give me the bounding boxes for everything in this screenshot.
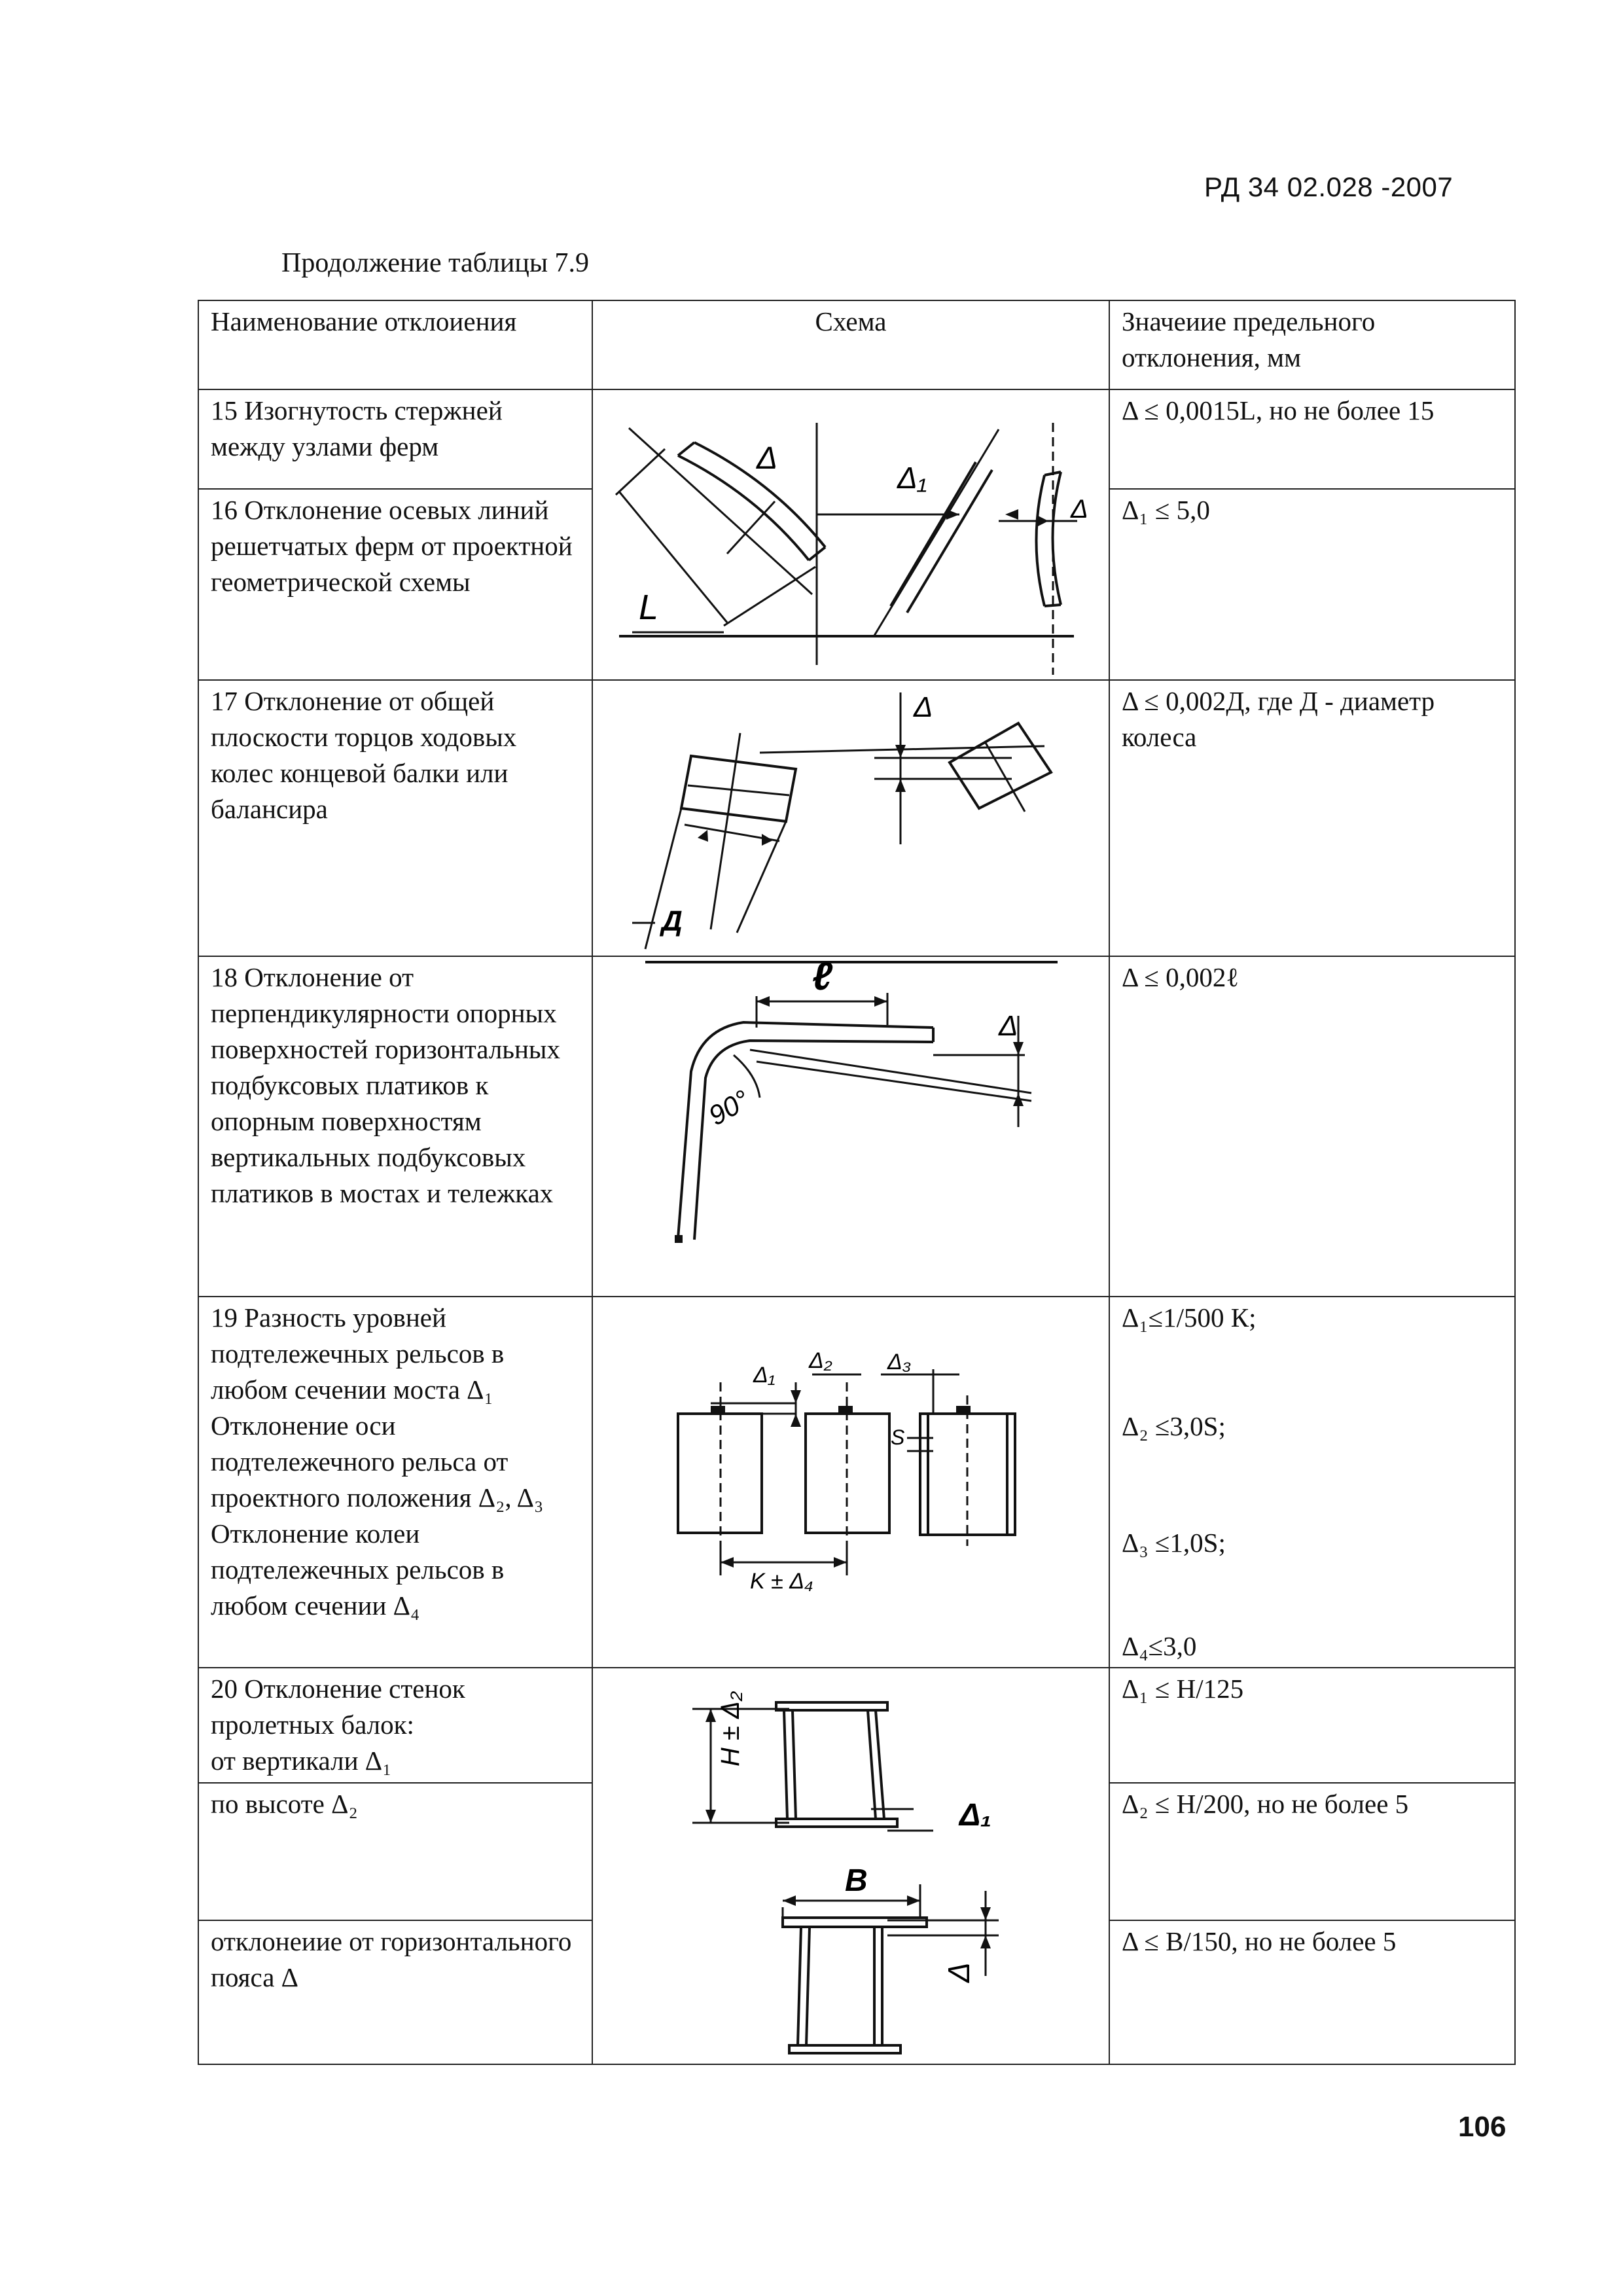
row-19-name-part2: Отклонение оси подтележечного рельса от проектного положения Δ₂, Δ₃: [211, 1410, 544, 1513]
row-19-value-3: Δ₃ ≤1,0S;: [1122, 1528, 1226, 1558]
label-delta-18: Δ: [999, 1010, 1018, 1042]
label-delta-20: Δ: [942, 1962, 976, 1982]
truss-deviation-figure: [593, 390, 1110, 681]
wheel-end-plane-figure: [593, 681, 1110, 957]
page-number: 106: [1458, 2111, 1507, 2143]
row-15-name: 15 Изогнутость стержней между узлами ферм: [198, 389, 592, 489]
row-18-value: Δ ≤ 0,002ℓ: [1109, 956, 1515, 1297]
row-20b-value: Δ₂ ≤ H/200, но не более 5: [1109, 1783, 1515, 1920]
label-s-19: S: [891, 1426, 905, 1449]
scheme-17: [592, 680, 1109, 956]
label-delta3-19: Δ₃: [887, 1350, 912, 1374]
perpendicularity-figure: [593, 957, 1110, 1297]
scheme-18: [592, 956, 1109, 1297]
row-20c-name: отклонеиие от горизонтального пояса Δ: [198, 1920, 592, 2064]
label-delta-17: Δ: [914, 691, 933, 723]
document-code: РД 34 02.028 -2007: [1204, 171, 1454, 202]
table-header-row: [198, 300, 1515, 389]
deviation-table: [198, 300, 1516, 2065]
scheme-15-16: [592, 389, 1109, 680]
col-header-value: Значеиие предельного отклонения, мм: [1109, 300, 1515, 389]
label-h-20: H ± Δ₂: [716, 1691, 745, 1767]
label-l-18: ℓ: [812, 957, 832, 998]
row-16-value: Δ₁ ≤ 5,0: [1109, 489, 1515, 680]
table-caption: Продолжение таблицы 7.9: [281, 248, 590, 278]
row-17-value: Δ ≤ 0,002Д, где Д - диаметр колеса: [1109, 680, 1515, 956]
row-19-value-2: Δ₂ ≤3,0S;: [1122, 1411, 1226, 1441]
row-20a-value: Δ₁ ≤ H/125: [1109, 1668, 1515, 1783]
label-delta1-16: Δ₁: [897, 461, 927, 495]
row-20a-name-line2: от вертикали Δ₁: [211, 1746, 392, 1776]
table-row: [198, 1668, 1515, 1783]
scheme-19: [592, 1297, 1109, 1668]
label-delta1-19: Δ₁: [753, 1363, 776, 1388]
row-19-value-1: Δ₁≤1/500 К;: [1122, 1302, 1257, 1333]
label-delta1-20: Δ₁: [959, 1798, 992, 1833]
table-row: [198, 389, 1515, 489]
label-b-20: B: [845, 1863, 868, 1898]
label-delta-15: Δ: [757, 441, 778, 476]
col-header-scheme: Схема: [592, 300, 1109, 389]
row-20a-name: [198, 1668, 592, 1783]
beam-wall-figure: [593, 1668, 1110, 2065]
row-19-value-4: Δ₄≤3,0: [1122, 1631, 1197, 1661]
row-19-name-part1: 19 Разность уровней подтележечных рельсов в любом сечении моста Δ₁: [211, 1302, 505, 1405]
row-20a-name-line1: 20 Отклонение стенок пролетных балок:: [211, 1674, 465, 1740]
table-row: [198, 680, 1515, 956]
col-header-name: Наименование отклоиения: [198, 300, 592, 389]
label-k-19: K ± Δ₄: [750, 1569, 813, 1594]
row-17-name: 17 Отклонение от общей плоскости торцов ходовых колес концевой балки или балансира: [198, 680, 592, 956]
table-row: [198, 956, 1515, 1297]
row-19-name: [198, 1297, 592, 1668]
table-row: [198, 1297, 1515, 1668]
label-90-18: 90°: [703, 1083, 755, 1132]
label-L: L: [639, 588, 659, 627]
label-delta-16: Δ: [1071, 495, 1088, 524]
row-19-value: [1109, 1297, 1515, 1668]
scheme-20: [592, 1668, 1109, 2064]
label-D-17: Д: [662, 905, 683, 937]
row-20c-value: Δ ≤ B/150, но не более 5: [1109, 1920, 1515, 2064]
row-20b-name: по высоте Δ₂: [198, 1783, 592, 1920]
row-16-name: 16 Отклонение осевых линий решетчатых ферм от проектной геометрической схемы: [198, 489, 592, 680]
row-19-name-part3: Отклонение колеи подтележечных рельсов в любом сечении Δ₄: [211, 1518, 505, 1621]
row-15-value: Δ ≤ 0,0015L, но не более 15: [1109, 389, 1515, 489]
row-18-name: 18 Отклонение от перпендикулярности опорных поверхностей горизонтальных подбуксовых платиков к опорным поверхностям вертикальных подбуксовых платиков в мостах и тележках: [198, 956, 592, 1297]
label-delta2-19: Δ₂: [809, 1348, 832, 1373]
rail-level-figure: [593, 1297, 1110, 1668]
